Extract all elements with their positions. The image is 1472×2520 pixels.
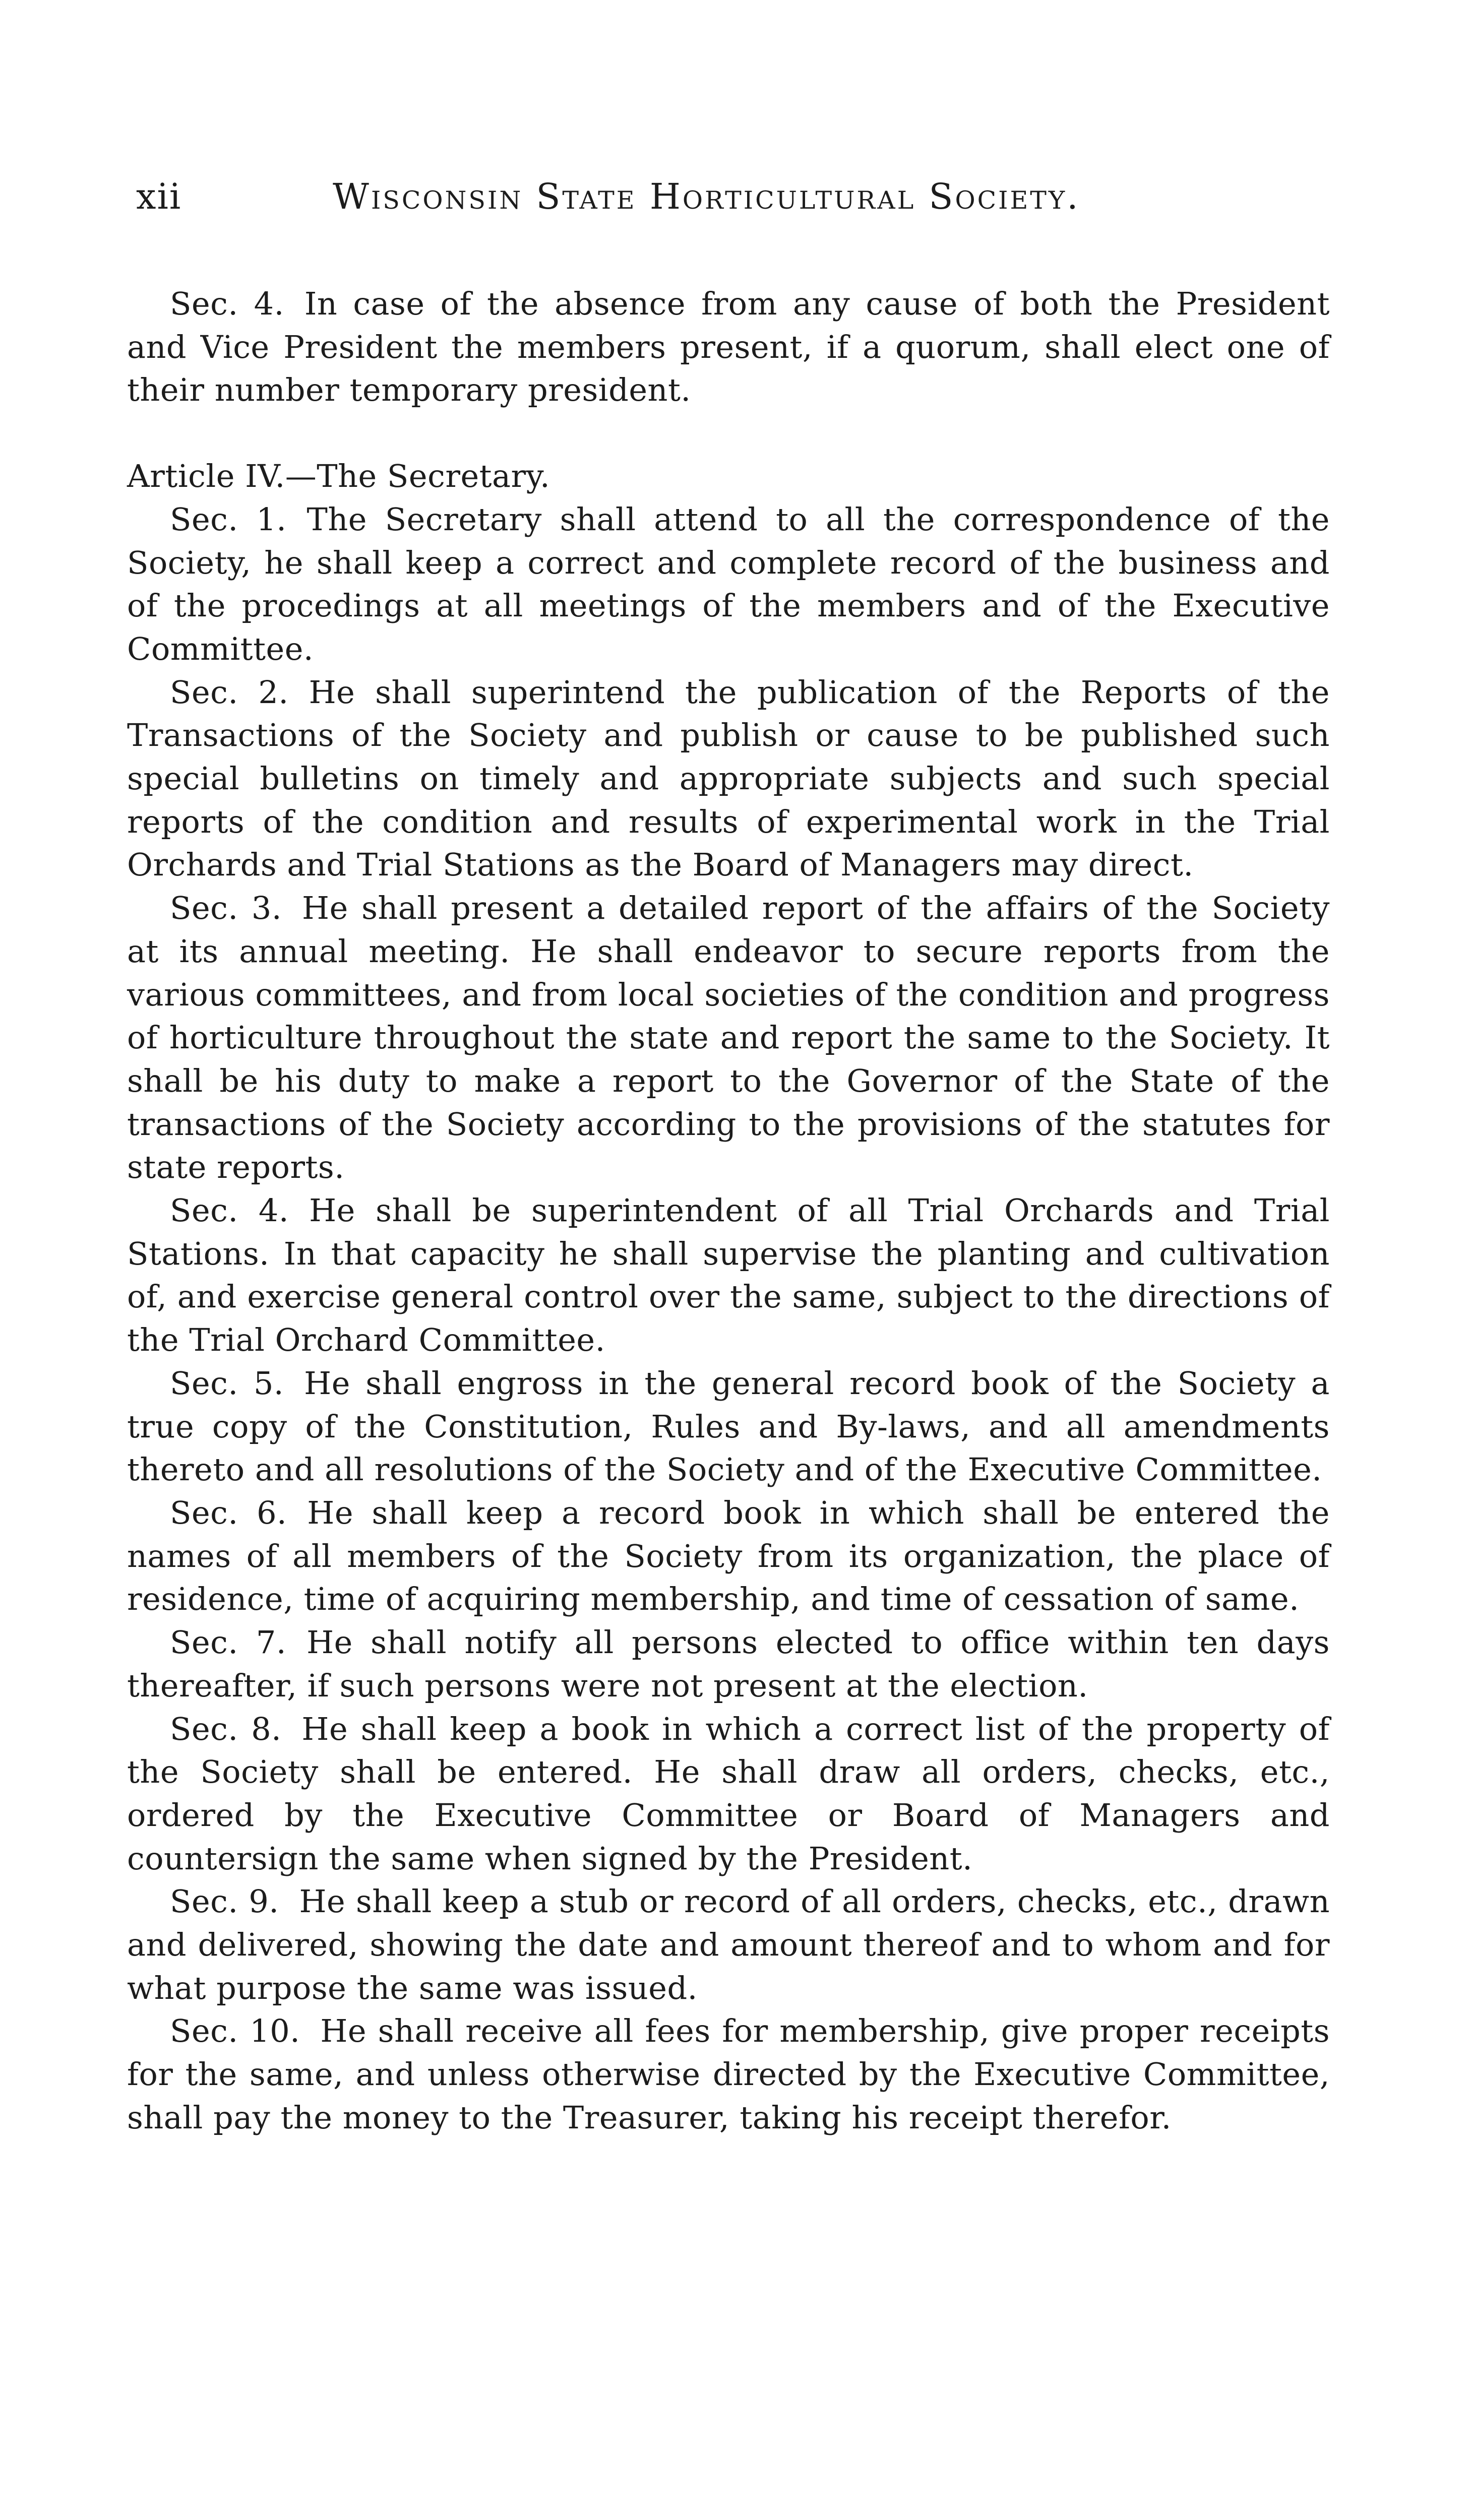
section-label: Sec. 5. <box>170 1364 284 1402</box>
section-text: In case of the absence from any cause of both the President and Vice President the members present, if a quorum, shall elect one of their number temporary president. <box>127 285 1330 409</box>
running-head <box>136 166 1346 227</box>
paragraph-sec-1 <box>127 498 1330 671</box>
section-label: Sec. 7. <box>170 1624 287 1661</box>
section-text: The Secretary shall attend to all the correspondence of the Society, he shall keep a correct and complete record of the business and of the procedings at all meetings of the members and of the Executive Committee. <box>127 500 1330 667</box>
section-text: He shall receive all fees for membership, give proper receipts for the same, and unless otherwise directed by the Executive Committee, shall pay the money to the Treasurer, taking his receipt therefor. <box>127 2012 1330 2136</box>
section-text: He shall keep a record book in which shall be entered the names of all members of the Society from its organization, the place of residence, time of acquiring membership, and time of cessation of same. <box>127 1494 1330 1618</box>
page-number: xii <box>136 176 182 217</box>
paragraph-sec-6 <box>127 1491 1330 1621</box>
article-heading: Article IV.—The Secretary. <box>127 458 550 495</box>
section-label: Sec. 3. <box>170 890 282 927</box>
section-text: He shall keep a stub or record of all orders, checks, etc., drawn and delivered, showing the date and amount thereof and to whom and for what purpose the same was issued. <box>127 1883 1330 2006</box>
section-label: Sec. 1. <box>170 500 287 538</box>
section-text: He shall present a detailed report of the affairs of the Society at its annual meeting. He shall endeavor to secure reports from the various committees, and from local societies of the condition and progress of horticulture throughout the state and report the same to the Society. It shall be his duty to make a report to the Governor of the State of the transactions of the Society according to the provisions of the statutes for state reports. <box>127 890 1330 1186</box>
section-label: Sec. 2. <box>170 673 289 711</box>
running-title: Wisconsin State Horticultural Society. <box>333 176 1080 217</box>
section-text: He shall engross in the general record book of the Society a true copy of the Constitution, Rules and By-laws, and all amendments thereto and all resolutions of the Society and of the Executive Committee. <box>127 1364 1330 1488</box>
body-text <box>127 282 1330 2139</box>
section-label: Sec. 8. <box>170 1710 282 1747</box>
section-label: Sec. 4. <box>170 1192 289 1229</box>
paragraph-sec-3 <box>127 887 1330 1189</box>
section-label: Sec. 9. <box>170 1883 279 1920</box>
paragraph-sec-4-presiding <box>127 282 1330 412</box>
paragraph-sec-9 <box>127 1880 1330 2009</box>
paragraph-sec-5 <box>127 1362 1330 1491</box>
section-label: Sec. 6. <box>170 1494 287 1531</box>
section-text: He shall notify all persons elected to office within ten days thereafter, if such persons were not present at the election. <box>127 1624 1330 1704</box>
paragraph-sec-4 <box>127 1189 1330 1362</box>
paragraph-sec-8 <box>127 1708 1330 1880</box>
section-label: Sec. 4. <box>170 285 284 322</box>
section-text: He shall superintend the publication of the Reports of the Transactions of the Society and publish or cause to be published such special bulletins on timely and appropriate subjects and such special reports of the condition and results of experimental work in the Trial Orchards and Trial Stations as the Board of Managers may direct. <box>127 673 1330 884</box>
section-text: He shall be superintendent of all Trial Orchards and Trial Stations. In that capacity he shall supervise the planting and cultivation of, and exercise general control over the same, subject to the directions of the Trial Orchard Committee. <box>127 1192 1330 1359</box>
paragraph-sec-2 <box>127 671 1330 887</box>
section-label: Sec. 10. <box>170 2012 300 2050</box>
section-text: He shall keep a book in which a correct list of the property of the Society shall be entered. He shall draw all orders, checks, etc., ordered by the Executive Committee or Board of Managers and countersign the same when signed by the President. <box>127 1710 1330 1877</box>
paragraph-sec-7 <box>127 1621 1330 1707</box>
paragraph-sec-10 <box>127 2009 1330 2139</box>
